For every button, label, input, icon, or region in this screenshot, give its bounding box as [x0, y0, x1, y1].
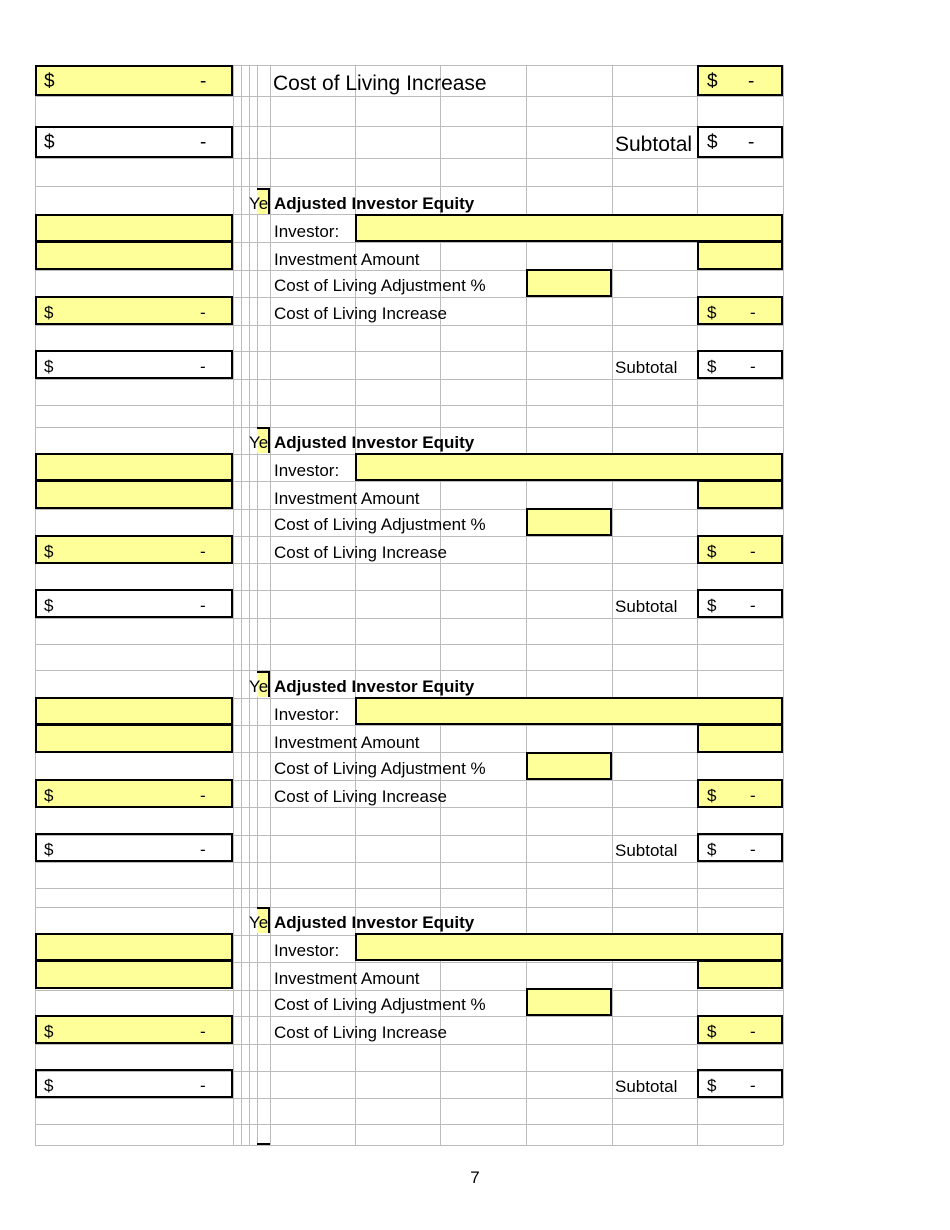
adjustment-percent-input[interactable]	[526, 508, 612, 536]
subtotal-left-dash: -	[200, 840, 206, 859]
grid-row-line	[35, 427, 783, 428]
subtotal-right-dash: -	[750, 357, 756, 376]
grid-row-line	[35, 186, 783, 187]
grid-row-line	[35, 644, 783, 645]
investor-label: Investor:	[274, 705, 340, 724]
year-marker-text: Ye	[249, 677, 269, 696]
bottom-marker-tick	[257, 1143, 270, 1145]
grid-row-line	[35, 907, 783, 908]
investor-left-field[interactable]	[35, 697, 233, 725]
subtotal-label: Subtotal	[615, 1077, 678, 1096]
investor-left-field[interactable]	[35, 214, 233, 242]
grid-row-line	[35, 1098, 783, 1099]
adjustment-percent-label: Cost of Living Adjustment %	[274, 759, 486, 778]
adjustment-percent-input[interactable]	[526, 269, 612, 297]
grid-row-line	[35, 96, 783, 97]
top-subtotal-left-dash: -	[200, 132, 207, 153]
investor-name-input[interactable]	[355, 453, 783, 481]
page-number: 7	[470, 1168, 480, 1187]
subtotal-right-currency: $	[707, 357, 717, 376]
top-increase-right-currency: $	[707, 71, 718, 92]
subtotal-label: Subtotal	[615, 597, 678, 616]
top-increase-left-currency: $	[44, 71, 55, 92]
increase-left-dash: -	[200, 303, 206, 322]
grid-row-line	[35, 325, 783, 326]
grid-row-line	[35, 1145, 783, 1146]
increase-right-currency: $	[707, 1022, 717, 1041]
investment-left-field[interactable]	[35, 960, 233, 989]
subtotal-label: Subtotal	[615, 841, 678, 860]
increase-left-currency: $	[44, 786, 54, 805]
investment-amount-label: Investment Amount	[274, 250, 420, 269]
investment-amount-label: Investment Amount	[274, 969, 420, 988]
top-subtotal-label: Subtotal	[615, 133, 693, 156]
grid-column-line	[270, 65, 271, 1145]
year-marker-text: Ye	[249, 913, 269, 932]
investment-left-field[interactable]	[35, 241, 233, 270]
grid-row-line	[35, 509, 783, 510]
adjustment-percent-label: Cost of Living Adjustment %	[274, 515, 486, 534]
increase-left-dash: -	[200, 1022, 206, 1041]
subtotal-left-currency: $	[44, 840, 54, 859]
grid-column-line	[233, 65, 234, 1145]
subtotal-left-dash: -	[200, 1076, 206, 1095]
investment-amount-label: Investment Amount	[274, 733, 420, 752]
increase-label: Cost of Living Increase	[274, 543, 447, 562]
adjustment-percent-label: Cost of Living Adjustment %	[274, 995, 486, 1014]
equity-block-title: Adjusted Investor Equity	[274, 433, 475, 452]
subtotal-label: Subtotal	[615, 358, 678, 377]
increase-right-currency: $	[707, 786, 717, 805]
increase-label: Cost of Living Increase	[274, 1023, 447, 1042]
grid-row-line	[35, 670, 783, 671]
investment-amount-input[interactable]	[697, 241, 783, 270]
increase-right-dash: -	[750, 786, 756, 805]
grid-row-line	[35, 862, 783, 863]
increase-right-currency: $	[707, 303, 717, 322]
equity-block-title: Adjusted Investor Equity	[274, 913, 475, 932]
subtotal-right-currency: $	[707, 596, 717, 615]
subtotal-left-dash: -	[200, 357, 206, 376]
grid-row-line	[35, 990, 783, 991]
increase-left-currency: $	[44, 1022, 54, 1041]
grid-row-line	[35, 618, 783, 619]
subtotal-right-currency: $	[707, 840, 717, 859]
equity-block-title: Adjusted Investor Equity	[274, 677, 475, 696]
increase-left-dash: -	[200, 786, 206, 805]
investment-left-field[interactable]	[35, 480, 233, 509]
subtotal-left-currency: $	[44, 357, 54, 376]
increase-right-dash: -	[750, 1022, 756, 1041]
subtotal-right-dash: -	[750, 1076, 756, 1095]
increase-label: Cost of Living Increase	[274, 304, 447, 323]
investment-amount-input[interactable]	[697, 480, 783, 509]
increase-left-dash: -	[200, 542, 206, 561]
grid-row-line	[35, 270, 783, 271]
investor-label: Investor:	[274, 941, 340, 960]
investor-name-input[interactable]	[355, 214, 783, 242]
top-increase-right-dash: -	[748, 71, 755, 92]
investment-amount-input[interactable]	[697, 960, 783, 989]
increase-right-dash: -	[750, 303, 756, 322]
grid-column-line	[249, 65, 250, 1145]
subtotal-right-dash: -	[750, 840, 756, 859]
subtotal-left-currency: $	[44, 596, 54, 615]
top-increase-label: Cost of Living Increase	[273, 72, 487, 95]
subtotal-left-dash: -	[200, 596, 206, 615]
top-subtotal-left-currency: $	[44, 132, 55, 153]
investor-left-field[interactable]	[35, 933, 233, 961]
year-marker-text: Ye	[249, 194, 269, 213]
adjustment-percent-label: Cost of Living Adjustment %	[274, 276, 486, 295]
adjustment-percent-input[interactable]	[526, 752, 612, 780]
subtotal-right-dash: -	[750, 596, 756, 615]
year-marker-text: Ye	[249, 433, 269, 452]
top-increase-left-dash: -	[200, 71, 207, 92]
equity-block-title: Adjusted Investor Equity	[274, 194, 475, 213]
investor-name-input[interactable]	[355, 697, 783, 725]
increase-right-currency: $	[707, 542, 717, 561]
increase-left-currency: $	[44, 303, 54, 322]
grid-row-line	[35, 158, 783, 159]
increase-right-dash: -	[750, 542, 756, 561]
grid-row-line	[35, 1044, 783, 1045]
grid-row-line	[35, 1124, 783, 1125]
investment-amount-label: Investment Amount	[274, 489, 420, 508]
investment-amount-input[interactable]	[697, 724, 783, 753]
investor-label: Investor:	[274, 461, 340, 480]
grid-row-line	[35, 888, 783, 889]
investor-label: Investor:	[274, 222, 340, 241]
investor-left-field[interactable]	[35, 453, 233, 481]
top-subtotal-right-currency: $	[707, 132, 718, 153]
grid-column-line	[257, 65, 258, 1145]
investment-left-field[interactable]	[35, 724, 233, 753]
grid-column-line	[783, 65, 784, 1145]
top-subtotal-right-dash: -	[748, 132, 755, 153]
investor-name-input[interactable]	[355, 933, 783, 961]
increase-left-currency: $	[44, 542, 54, 561]
increase-label: Cost of Living Increase	[274, 787, 447, 806]
subtotal-left-currency: $	[44, 1076, 54, 1095]
grid-column-line	[241, 65, 242, 1145]
grid-row-line	[35, 405, 783, 406]
grid-row-line	[35, 379, 783, 380]
subtotal-right-currency: $	[707, 1076, 717, 1095]
adjustment-percent-input[interactable]	[526, 988, 612, 1016]
